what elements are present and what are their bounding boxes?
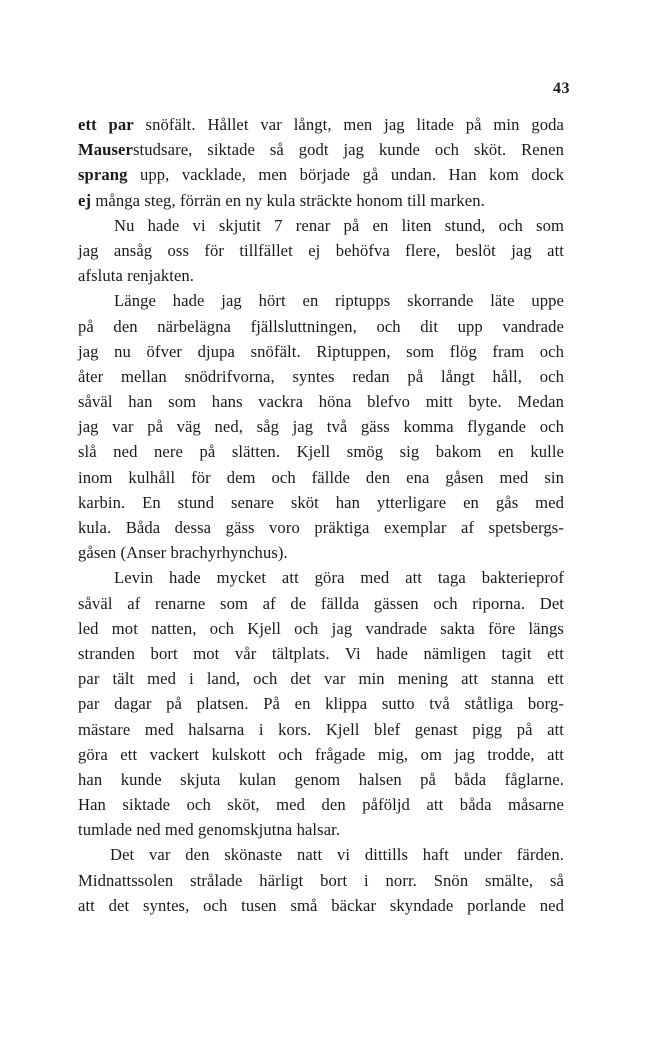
text-line bbox=[78, 641, 564, 666]
text-line bbox=[78, 717, 564, 742]
line-text: många steg, förrän en ny kula sträckte honom till marken. bbox=[91, 190, 485, 210]
line-text: Levin hade mycket att göra med att taga bakterieprof bbox=[114, 568, 564, 588]
line-text: såväl af renarne som af de fällda gässen och riporna. Det bbox=[78, 593, 564, 613]
line-text: afsluta renjakten. bbox=[78, 266, 195, 286]
text-line bbox=[78, 515, 564, 540]
line-text: att det syntes, och tusen små bäckar skyndade porlande ned bbox=[78, 895, 564, 915]
bold-phrase: sprang bbox=[78, 165, 128, 185]
text-line bbox=[78, 364, 564, 389]
line-text: led mot natten, och Kjell och jag vandrade sakta före längs bbox=[78, 618, 564, 638]
text-line bbox=[78, 112, 564, 137]
line-text: åter mellan snödrifvorna, syntes redan på långt håll, och bbox=[78, 366, 564, 386]
text-line bbox=[78, 314, 564, 339]
line-text: studsare, siktade så godt jag kunde och sköt. Renen bbox=[132, 140, 564, 160]
paragraph bbox=[78, 213, 564, 289]
line-text: Midnattssolen strålade härligt bort i norr. Snön smälte, så bbox=[78, 870, 564, 890]
line-text: jag nu öfver djupa snöfält. Riptuppen, som flög fram och bbox=[78, 341, 564, 361]
paragraph bbox=[78, 565, 564, 842]
bold-phrase: ett par bbox=[78, 115, 134, 134]
paragraph bbox=[78, 288, 564, 565]
line-text: stranden bort mot vår tältplats. Vi hade nämligen tagit ett bbox=[78, 643, 564, 663]
line-text: slå ned nere på slätten. Kjell smög sig bakom en kulle bbox=[78, 442, 564, 462]
line-text: karbin. En stund senare sköt han ytterligare en gås med bbox=[78, 492, 564, 512]
text-line bbox=[78, 842, 564, 867]
line-text: upp, vacklade, men började gå undan. Han kom dock bbox=[127, 165, 564, 185]
text-line bbox=[78, 465, 564, 490]
line-text: på den närbelägna fjällsluttningen, och dit upp vandrade bbox=[78, 316, 564, 336]
text-line bbox=[78, 213, 564, 238]
text-line bbox=[78, 540, 564, 565]
body-text bbox=[78, 112, 564, 918]
line-text: Det var den skönaste natt vi dittills haft under färden. bbox=[110, 845, 564, 865]
text-line bbox=[78, 389, 564, 414]
text-line bbox=[78, 414, 564, 439]
bold-phrase: Mauser bbox=[78, 140, 133, 160]
text-line bbox=[78, 792, 564, 817]
text-line bbox=[78, 137, 564, 162]
bold-phrase: ej bbox=[78, 190, 92, 210]
line-text: jag var på väg ned, såg jag två gäss komma flygande och bbox=[78, 417, 564, 437]
text-line bbox=[78, 339, 564, 364]
line-text: kula. Båda dessa gäss voro präktiga exemplar af spetsbergs- bbox=[78, 518, 564, 537]
text-line bbox=[78, 893, 564, 918]
line-text: gåsen (Anser brachyrhynchus). bbox=[78, 543, 288, 563]
text-line bbox=[78, 767, 564, 792]
text-line bbox=[78, 565, 564, 590]
line-text: han kunde skjuta kulan genom halsen på båda fåglarne. bbox=[78, 769, 564, 789]
line-text: par tält med i land, och det var min mening att stanna ett bbox=[78, 669, 564, 689]
text-line bbox=[78, 490, 564, 515]
text-line bbox=[78, 263, 564, 288]
text-line bbox=[78, 817, 564, 842]
text-line bbox=[78, 691, 564, 716]
text-line bbox=[78, 868, 564, 893]
text-line bbox=[78, 742, 564, 767]
text-line bbox=[78, 439, 564, 464]
line-text: göra ett vackert kulskott och frågade mig, om jag trodde, att bbox=[78, 744, 564, 764]
line-text: jag ansåg oss för tillfället ej behöfva flere, beslöt jag att bbox=[78, 240, 564, 260]
line-text: tumlade ned med genomskjutna halsar. bbox=[78, 820, 341, 840]
line-text: par dagar på platsen. På en klippa sutto två ståtliga borg- bbox=[78, 694, 564, 714]
line-text: Han siktade och sköt, med den påföljd att båda måsarne bbox=[78, 795, 564, 815]
line-text: inom kulhåll för dem och fällde den ena gåsen med sin bbox=[78, 467, 564, 487]
line-text: snöfält. Hållet var långt, men jag litade på min goda bbox=[133, 115, 565, 134]
line-text: Länge hade jag hört en riptupps skorrande läte uppe bbox=[114, 291, 564, 311]
text-line bbox=[78, 288, 564, 313]
text-line bbox=[78, 591, 564, 616]
line-text: såväl han som hans vackra höna blefvo mitt byte. Medan bbox=[78, 392, 564, 412]
paragraph bbox=[78, 842, 564, 918]
page-number: 43 bbox=[553, 80, 570, 97]
line-text: mästare med halsarna i kors. Kjell blef genast pigg på att bbox=[78, 719, 564, 739]
line-text: Nu hade vi skjutit 7 renar på en liten stund, och som bbox=[114, 215, 564, 235]
text-line bbox=[78, 666, 564, 691]
text-line bbox=[78, 188, 564, 213]
text-line bbox=[78, 238, 564, 263]
text-line bbox=[78, 616, 564, 641]
text-line bbox=[78, 162, 564, 187]
paragraph bbox=[78, 112, 564, 213]
